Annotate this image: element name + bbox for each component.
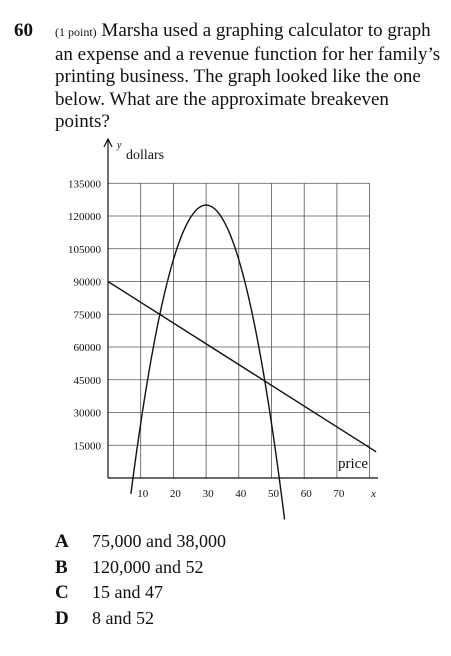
- choice-b[interactable]: [55, 557, 226, 583]
- x-tick-label: 20: [169, 488, 181, 500]
- x-tick-label: 60: [300, 488, 312, 500]
- x-tick-label: 10: [137, 488, 149, 500]
- y-tick-label: 15000: [73, 440, 101, 453]
- question-points: (1 point): [55, 25, 97, 39]
- y-tick-label: 135000: [68, 178, 101, 191]
- y-tick-label: 45000: [73, 374, 101, 387]
- x-tick-label: 50: [268, 488, 279, 500]
- data-series: [108, 205, 376, 519]
- grid-lines: [108, 183, 370, 478]
- choice-letter: B: [55, 556, 68, 578]
- x-tick-label: 30: [202, 488, 214, 500]
- choice-letter: C: [55, 582, 69, 603]
- y-tick-label: 105000: [68, 243, 101, 256]
- x-tick-label: 40: [235, 488, 247, 500]
- choice-letter: D: [55, 607, 69, 629]
- expense-line: [108, 282, 376, 452]
- question-body: Marsha used a graphing calculator to graph an expense and a revenue function for her family’s printing business. The graph looked like the one below. What are the approximate breakeven points?: [55, 20, 441, 132]
- y-tick-label: 120000: [68, 211, 101, 224]
- revenue-curve: [131, 205, 285, 519]
- choice-c[interactable]: [55, 582, 226, 608]
- choice-d[interactable]: [55, 608, 226, 634]
- choice-a[interactable]: [55, 531, 226, 557]
- y-axis-variable: y: [117, 140, 122, 151]
- y-tick-label: 75000: [73, 309, 101, 322]
- choice-text: 15 and 47: [92, 582, 163, 602]
- choice-text: 120,000 and 52: [92, 556, 204, 577]
- choice-letter: A: [55, 531, 69, 552]
- y-tick-label: 60000: [73, 342, 101, 355]
- choice-text: 75,000 and 38,000: [92, 531, 226, 551]
- x-tick-label: 70: [333, 488, 345, 500]
- y-tick-label: 90000: [73, 276, 101, 289]
- y-tick-label: 30000: [73, 407, 101, 420]
- choice-text: 8 and 52: [92, 607, 154, 628]
- answer-choices: [55, 531, 226, 633]
- y-axis-label: dollars: [126, 148, 165, 163]
- x-axis-label: price: [338, 456, 368, 472]
- x-axis-variable: x: [371, 488, 376, 500]
- question-number: 60: [14, 20, 33, 41]
